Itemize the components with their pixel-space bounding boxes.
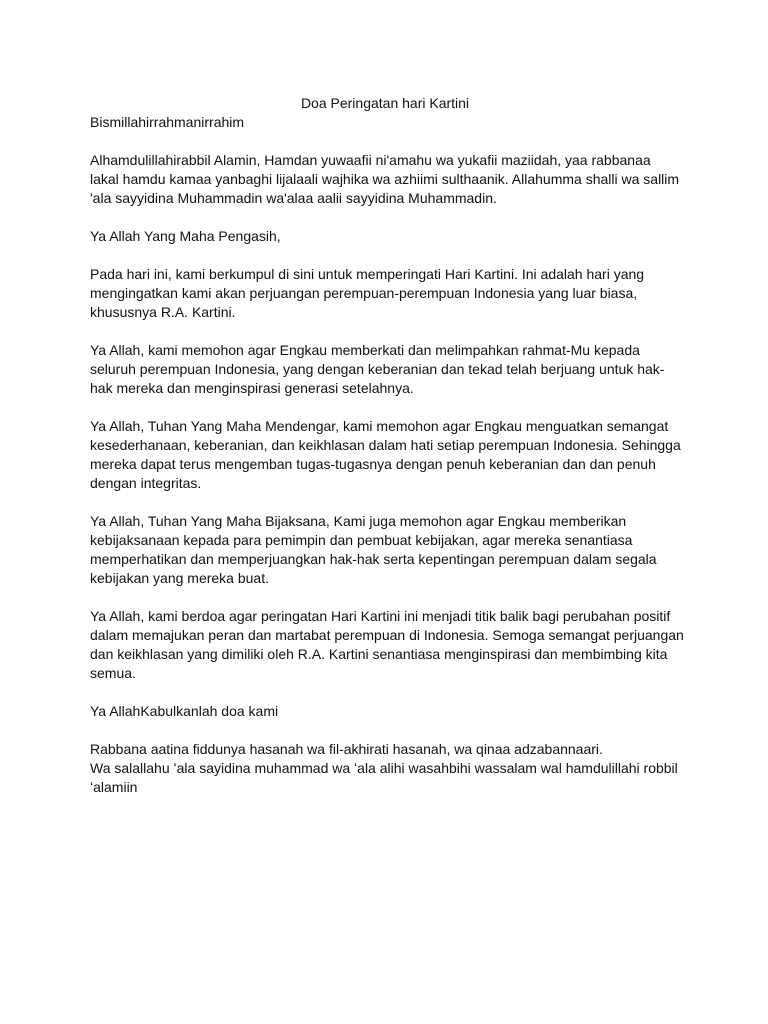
paragraph-line: Ya Allah, kami berdoa agar peringatan Hari Kartini ini menjadi titik balik bagi perubahan positif [90, 608, 671, 624]
paragraph [90, 265, 680, 322]
paragraph [90, 417, 680, 493]
paragraph-line: semua. [90, 665, 136, 681]
paragraph [90, 151, 680, 208]
paragraph [90, 702, 680, 721]
paragraph-list [90, 151, 684, 797]
paragraph-line: kebijakan yang mereka buat. [90, 570, 269, 586]
paragraph-line: kebijaksanaan kepada para pemimpin dan pembuat kebijakan, agar mereka senantiasa [90, 532, 633, 548]
paragraph-line: dalam memajukan peran dan martabat perempuan di Indonesia. Semoga semangat perjuangan [90, 627, 684, 643]
document-body [90, 94, 684, 816]
paragraph [90, 607, 684, 683]
opening-line: Bismillahirrahmanirrahim [90, 114, 245, 130]
paragraph-line: 'ala sayyidina Muhammadin wa'alaa aalii sayyidina Muhammadin. [90, 190, 497, 206]
paragraph-line: Ya Allah, kami memohon agar Engkau memberkati dan melimpahkan rahmat-Mu kepada [90, 342, 640, 358]
paragraph-line: ʻalamiin [90, 779, 138, 795]
paragraph-line: kesederhanaan, keberanian, dan keikhlasan dalam hati setiap perempuan Indonesia. Sehingga [90, 437, 681, 453]
paragraph [90, 227, 680, 246]
paragraph-line: Wa salallahu ʻala sayidina muhammad wa ʻala alihi wasahbihi wassalam wal hamdulillahi robbil [90, 760, 678, 776]
paragraph-line: Rabbana aatina fiddunya hasanah wa fil-akhirati hasanah, wa qinaa adzabannaari. [90, 741, 603, 757]
paragraph-line: dengan integritas. [90, 475, 202, 491]
paragraph-line: Ya Allah, Tuhan Yang Maha Mendengar, kami memohon agar Engkau menguatkan semangat [90, 418, 669, 434]
paragraph-line: seluruh perempuan Indonesia, yang dengan keberanian dan tekad telah berjuang untuk hak- [90, 361, 665, 377]
paragraph-line: Alhamdulillahirabbil Alamin, Hamdan yuwaafii ni'amahu wa yukafii maziidah, yaa rabbanaa [90, 152, 651, 168]
paragraph-line: dan keikhlasan yang dimiliki oleh R.A. Kartini senantiasa menginspirasi dan membimbing kita [90, 646, 668, 662]
paragraph-line: Ya Allah, Tuhan Yang Maha Bijaksana, Kami juga memohon agar Engkau memberikan [90, 513, 627, 529]
paragraph-line: mereka dapat terus mengemban tugas-tugasnya dengan penuh keberanian dan dan penuh [90, 456, 656, 472]
paragraph [90, 341, 680, 398]
paragraph [90, 740, 680, 797]
paragraph-line: hak mereka dan menginspirasi generasi setelahnya. [90, 380, 414, 396]
paragraph-line: memperhatikan dan memperjuangkan hak-hak serta kepentingan perempuan dalam segala [90, 551, 657, 567]
paragraph [90, 512, 680, 588]
paragraph-line: Ya AllahKabulkanlah doa kami [90, 703, 279, 719]
paragraph-line: Pada hari ini, kami berkumpul di sini untuk memperingati Hari Kartini. Ini adalah hari yang [90, 266, 645, 282]
paragraph-line: mengingatkan kami akan perjuangan perempuan-perempuan Indonesia yang luar biasa, [90, 285, 638, 301]
paragraph-line: Ya Allah Yang Maha Pengasih, [90, 228, 281, 244]
paragraph-line: khususnya R.A. Kartini. [90, 304, 236, 320]
paragraph-line: lakal hamdu kamaa yanbaghi lijalaali wajhika wa azhiimi sulthaanik. Allahumma shalli wa sallim [90, 171, 680, 187]
document-title: Doa Peringatan hari Kartini [300, 95, 470, 111]
